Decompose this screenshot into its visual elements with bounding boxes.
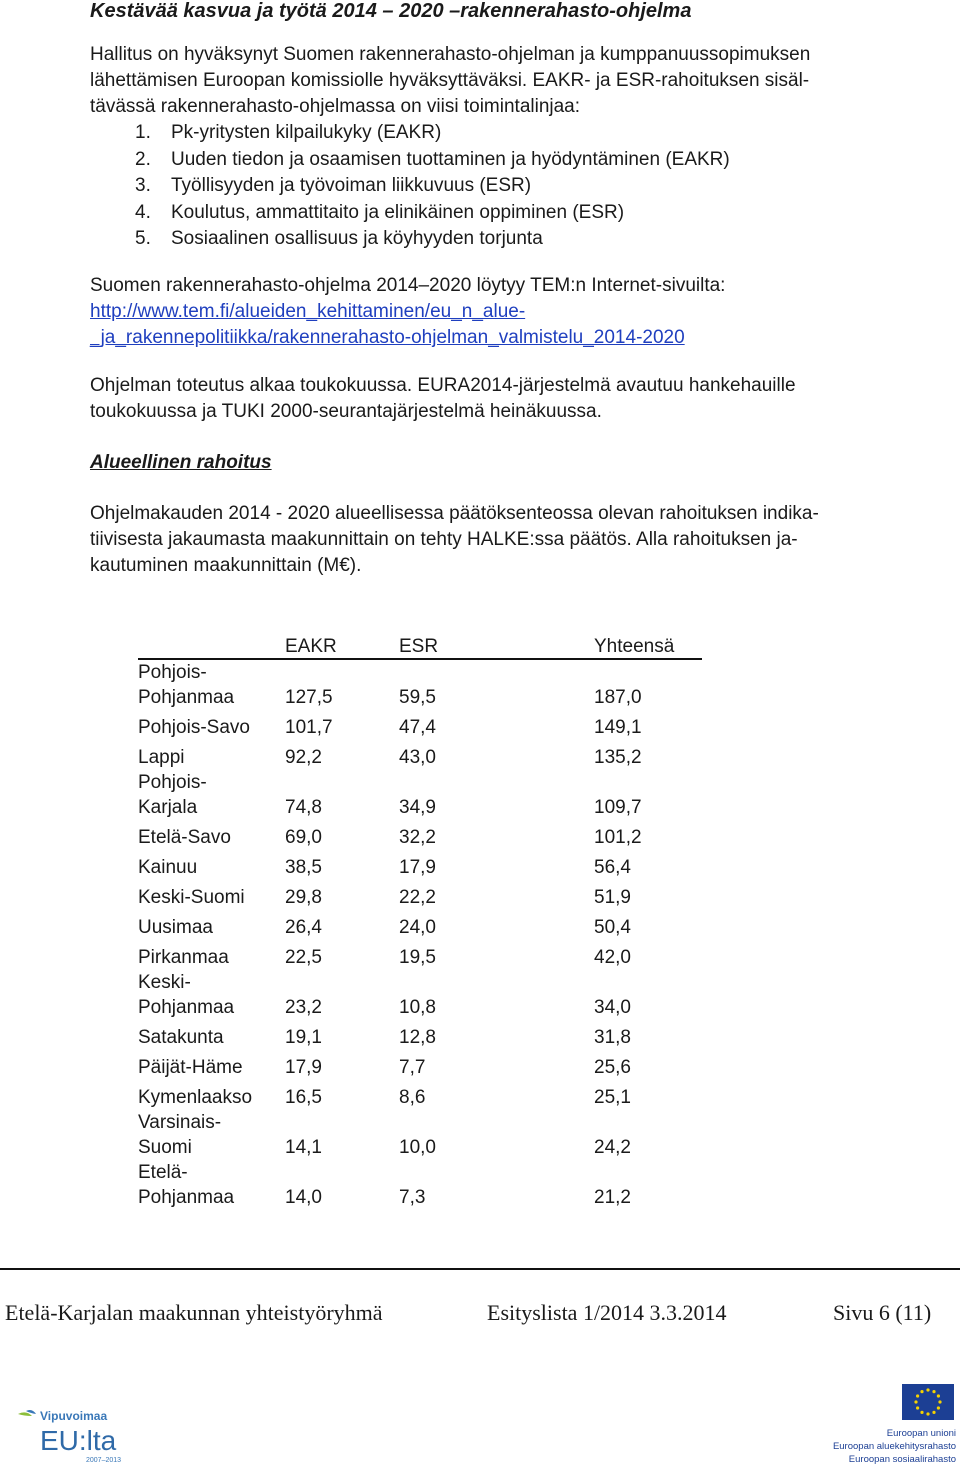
regional-line: kautuminen maakunnittain (M€).	[90, 555, 362, 576]
total-cell: 31,8	[594, 1027, 631, 1048]
vipuvoimaa-logo	[16, 1408, 126, 1464]
total-cell: 187,0	[594, 687, 642, 708]
eakr-cell: 92,2	[285, 747, 322, 768]
region-name-part: Kainuu	[138, 857, 198, 878]
region-cell	[138, 850, 285, 880]
esr-cell: 59,5	[399, 687, 436, 708]
logo-right-line3: Euroopan sosiaalirahasto	[848, 1454, 956, 1465]
header-eakr: EAKR	[285, 628, 399, 659]
table-header-row	[138, 628, 702, 659]
eakr-cell: 14,1	[285, 1137, 322, 1158]
intro-line: lähettämisen Euroopan komissiolle hyväksyttäväksi. EAKR- ja ESR-rahoituksen sisäl-	[90, 70, 810, 91]
region-name-part: Suomi	[138, 1137, 192, 1158]
eakr-cell: 19,1	[285, 1027, 322, 1048]
region-name-part: Lappi	[138, 747, 185, 768]
table-row	[138, 970, 702, 1020]
header-esr: ESR	[399, 628, 594, 659]
total-cell: 25,6	[594, 1057, 631, 1078]
funding-table	[138, 628, 702, 1210]
footer-agenda: Esityslista 1/2014 3.3.2014	[487, 1300, 727, 1325]
total-cell: 34,0	[594, 997, 631, 1018]
list-number: 5.	[135, 228, 151, 249]
esr-cell: 19,5	[399, 947, 436, 968]
region-cell	[138, 710, 285, 740]
section-title: Kestävää kasvua ja työtä 2014 – 2020 –rakennerahasto-ohjelma	[90, 0, 692, 22]
priority-list	[135, 120, 730, 253]
list-item	[135, 173, 730, 200]
table-body	[138, 659, 702, 1210]
eakr-cell: 38,5	[285, 857, 322, 878]
table-row	[138, 710, 702, 740]
list-item	[135, 226, 730, 253]
region-cell	[138, 820, 285, 850]
list-number: 4.	[135, 201, 151, 223]
table-row	[138, 940, 702, 970]
eakr-cell: 101,7	[285, 717, 333, 738]
total-cell: 135,2	[594, 747, 642, 768]
footer-page-number: Sivu 6 (11)	[833, 1300, 932, 1325]
program-link-intro: Suomen rakennerahasto-ohjelma 2014–2020 löytyy TEM:n Internet-sivuilta:	[90, 275, 726, 296]
region-name-part: Karjala	[138, 797, 198, 818]
region-name-part: Uusimaa	[138, 917, 213, 938]
list-item	[135, 120, 730, 147]
list-text: Pk-yritysten kilpailukyky (EAKR)	[171, 122, 442, 143]
region-cell	[138, 740, 285, 770]
list-text: Koulutus, ammattitaito ja elinikäinen oppiminen (ESR)	[171, 201, 625, 223]
eakr-cell: 22,5	[285, 947, 322, 968]
list-text: Uuden tiedon ja osaamisen tuottaminen ja hyödyntäminen (EAKR)	[171, 148, 730, 170]
region-cell	[138, 970, 285, 1020]
region-cell	[138, 1020, 285, 1050]
program-link-line[interactable]: _ja_rakennepolitiikka/rakennerahasto-ohjelman_valmistelu_2014-2020	[90, 327, 685, 348]
region-name-part: Etelä-Savo	[138, 827, 231, 848]
region-name-part: Pohjois-Savo	[138, 717, 250, 738]
region-cell	[138, 1080, 285, 1110]
eakr-cell: 26,4	[285, 917, 322, 938]
region-name-part: Pohjois-	[138, 772, 207, 793]
table-row	[138, 910, 702, 940]
region-cell	[138, 1110, 285, 1160]
region-name-part: Keski-	[138, 972, 191, 993]
table-row	[138, 1020, 702, 1050]
esr-cell: 24,0	[399, 917, 436, 938]
table-row	[138, 1160, 702, 1210]
eu-logo	[812, 1382, 960, 1467]
esr-cell: 7,3	[399, 1187, 426, 1208]
total-cell: 51,9	[594, 887, 631, 908]
regional-line: tiivisesta jakaumasta maakunnittain on tehty HALKE:ssa päätös. Alla rahoituksen ja-	[90, 529, 798, 550]
region-name-part: Kymenlaakso	[138, 1087, 253, 1108]
esr-cell: 22,2	[399, 887, 436, 908]
logo-right-line2: Euroopan aluekehitysrahasto	[832, 1441, 956, 1452]
intro-line: tävässä rakennerahasto-ohjelmassa on viisi toimintalinjaa:	[90, 96, 581, 117]
intro-line: Hallitus on hyväksynyt Suomen rakennerahasto-ohjelman ja kumppanuussopimuksen	[90, 44, 811, 65]
total-cell: 50,4	[594, 917, 631, 938]
esr-cell: 32,2	[399, 827, 436, 848]
esr-cell: 47,4	[399, 717, 436, 738]
region-name-part: Satakunta	[138, 1027, 224, 1048]
esr-cell: 17,9	[399, 857, 436, 878]
total-cell: 101,2	[594, 827, 642, 848]
total-cell: 25,1	[594, 1087, 631, 1108]
table-row	[138, 1080, 702, 1110]
logo-left-line2: EU:lta	[40, 1425, 117, 1456]
header-total: Yhteensä	[594, 628, 702, 659]
header-region	[138, 628, 285, 659]
table-row	[138, 659, 702, 710]
table-row	[138, 1050, 702, 1080]
eakr-cell: 29,8	[285, 887, 322, 908]
esr-cell: 10,0	[399, 1137, 436, 1158]
logo-left-line3: 2007–2013	[86, 1457, 122, 1464]
table-row	[138, 820, 702, 850]
eakr-cell: 74,8	[285, 797, 322, 818]
region-cell	[138, 770, 285, 820]
eakr-cell: 16,5	[285, 1087, 322, 1108]
list-number: 2.	[135, 148, 151, 170]
list-text: Sosiaalinen osallisuus ja köyhyyden torjunta	[171, 228, 543, 249]
region-name-part: Etelä-	[138, 1162, 188, 1183]
region-cell	[138, 910, 285, 940]
implementation-line: Ohjelman toteutus alkaa toukokuussa. EURA2014-järjestelmä avautuu hankehauille	[90, 375, 796, 396]
esr-cell: 10,8	[399, 997, 436, 1018]
region-cell	[138, 1160, 285, 1210]
list-number: 3.	[135, 175, 151, 196]
region-cell	[138, 880, 285, 910]
list-text: Työllisyyden ja työvoiman liikkuvuus (ESR)	[171, 175, 532, 196]
regional-heading: Alueellinen rahoitus	[90, 452, 272, 473]
region-name-part: Pohjanmaa	[138, 1187, 235, 1208]
table-row	[138, 770, 702, 820]
program-link-paragraph	[90, 273, 910, 351]
program-link[interactable]	[90, 301, 685, 348]
region-cell	[138, 940, 285, 970]
esr-cell: 8,6	[399, 1087, 426, 1108]
total-cell: 56,4	[594, 857, 631, 878]
regional-paragraph	[90, 501, 910, 579]
region-name-part: Pohjanmaa	[138, 997, 235, 1018]
esr-cell: 12,8	[399, 1027, 436, 1048]
list-item	[135, 200, 730, 227]
list-item	[135, 147, 730, 174]
logo-right-line1: Euroopan unioni	[886, 1428, 956, 1439]
region-name-part: Keski-Suomi	[138, 887, 245, 908]
footer-organization: Etelä-Karjalan maakunnan yhteistyöryhmä	[5, 1300, 383, 1325]
implementation-line: toukokuussa ja TUKI 2000-seurantajärjestelmä heinäkuussa.	[90, 401, 602, 422]
esr-cell: 7,7	[399, 1057, 426, 1078]
table-row	[138, 880, 702, 910]
total-cell: 109,7	[594, 797, 642, 818]
eakr-cell: 127,5	[285, 687, 333, 708]
list-number: 1.	[135, 122, 151, 143]
implementation-paragraph	[90, 373, 910, 425]
region-cell	[138, 1050, 285, 1080]
regional-line: Ohjelmakauden 2014 - 2020 alueellisessa päätöksenteossa olevan rahoituksen indika-	[90, 503, 819, 524]
program-link-line[interactable]: http://www.tem.fi/alueiden_kehittaminen/eu_n_alue-	[90, 301, 526, 322]
total-cell: 42,0	[594, 947, 631, 968]
region-name-part: Pohjois-	[138, 662, 207, 683]
intro-paragraph	[90, 42, 910, 120]
total-cell: 24,2	[594, 1137, 631, 1158]
region-name-part: Päijät-Häme	[138, 1057, 243, 1078]
table-row	[138, 1110, 702, 1160]
region-name-part: Varsinais-	[138, 1112, 222, 1133]
esr-cell: 43,0	[399, 747, 436, 768]
eakr-cell: 69,0	[285, 827, 322, 848]
eakr-cell: 14,0	[285, 1187, 322, 1208]
eakr-cell: 23,2	[285, 997, 322, 1018]
eakr-cell: 17,9	[285, 1057, 322, 1078]
region-name-part: Pohjanmaa	[138, 687, 235, 708]
region-name-part: Pirkanmaa	[138, 947, 229, 968]
footer-rule	[0, 1268, 960, 1270]
esr-cell: 34,9	[399, 797, 436, 818]
total-cell: 21,2	[594, 1187, 631, 1208]
total-cell: 149,1	[594, 717, 642, 738]
table-row	[138, 740, 702, 770]
logo-left-line1: Vipuvoimaa	[40, 1409, 108, 1423]
region-cell	[138, 659, 285, 710]
table-row	[138, 850, 702, 880]
